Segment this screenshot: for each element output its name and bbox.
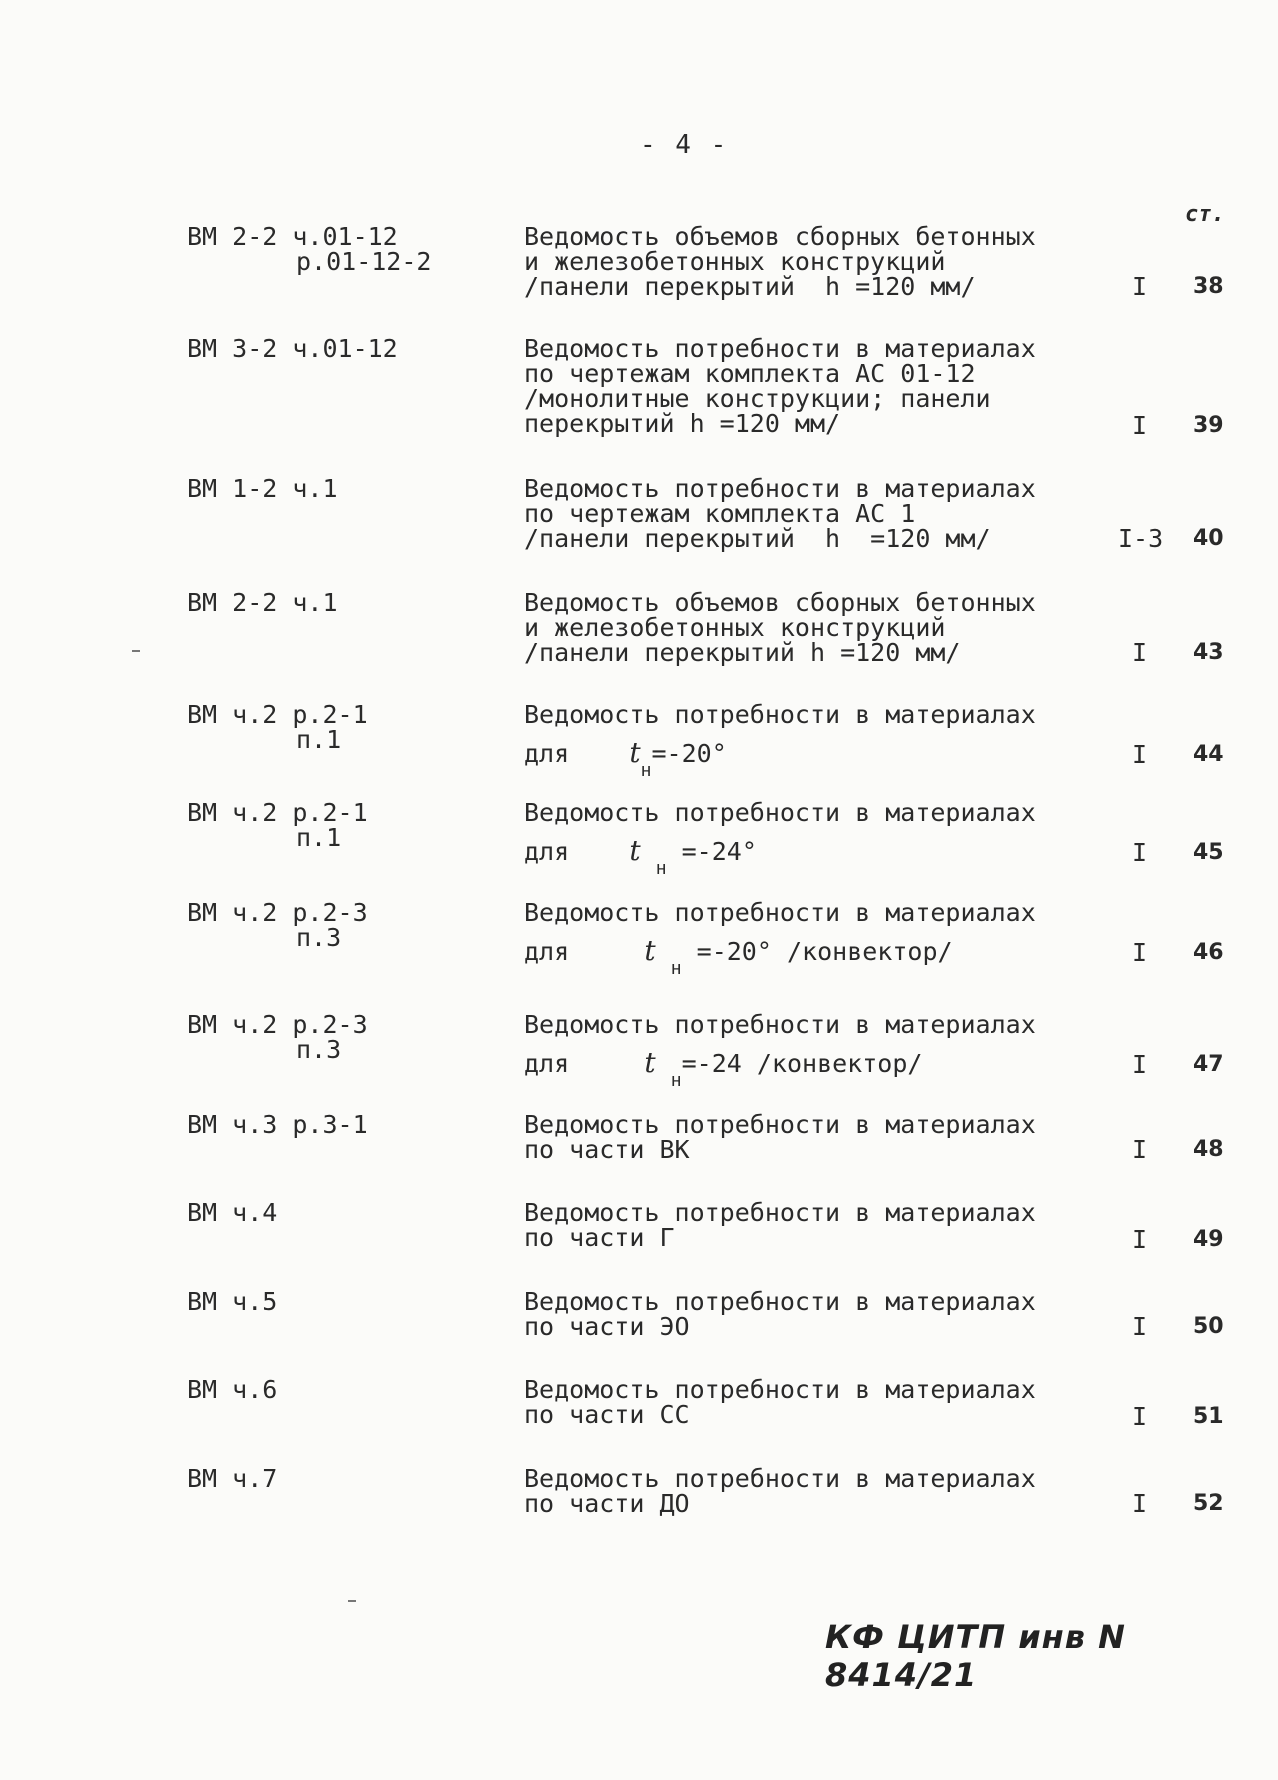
entry-page: 49 [1193,1227,1224,1252]
entry-page: 43 [1193,640,1224,665]
entry-description: /панели перекрытий h =120 мм/ [524,638,961,667]
entry-code-sub: п.1 [296,823,342,852]
entry-volume: I [1132,838,1148,867]
entry-page: 48 [1193,1137,1224,1162]
entry-description: Ведомость объемов сборных бетонных [524,588,1036,617]
entry-code-sub: п.3 [296,923,342,952]
entry-page: 52 [1193,1491,1224,1516]
entry-description: по части ЭО [524,1312,690,1341]
entry-description: по части ВК [524,1135,690,1164]
formula-value: =-24° [681,837,757,866]
entry-description: Ведомость потребности в материалах [524,1464,1036,1493]
entry-page: 47 [1193,1052,1224,1077]
formula-value: =-24 [681,1049,742,1078]
formula-suffix: /конвектор/ [756,1049,923,1078]
entry-formula [524,934,953,979]
entry-description: по части ДО [524,1489,690,1518]
entry-description: Ведомость потребности в материалах [524,474,1036,503]
formula-value: =-20° [651,739,727,768]
formula-subscript: н [670,958,682,979]
archive-stamp: КФ ЦИТП инв N 8414/21 [825,1618,1126,1694]
entry-code: ВМ 2-2 ч.1 [187,588,338,617]
entry-page: 39 [1193,413,1224,438]
entry-formula [524,834,772,879]
entry-page: 44 [1193,742,1224,767]
entry-volume: I [1132,740,1148,769]
page-number: - 4 - [640,130,729,160]
entry-description: /панели перекрытий h =120 мм/ [524,524,991,553]
margin-mark [348,1600,356,1602]
formula-symbol: t [644,1046,656,1079]
entry-description: по чертежам комплекта АС 01-12 [524,359,976,388]
page-column-header: ст. [1185,202,1225,227]
entry-description: Ведомость потребности в материалах [524,898,1036,927]
entry-code: ВМ ч.2 р.2-3 [187,1010,368,1039]
entry-volume: I [1132,938,1148,967]
entry-volume: I-3 [1118,524,1164,553]
formula-subscript: н [670,1070,682,1091]
entry-volume: I [1132,1402,1148,1431]
entry-code-sub: п.1 [296,725,342,754]
margin-mark [132,650,140,652]
entry-volume: I [1132,411,1148,440]
entry-volume: I [1132,1050,1148,1079]
formula-value: =-20° [696,937,772,966]
entry-description: /панели перекрытий h =120 мм/ [524,272,976,301]
entry-page: 51 [1193,1404,1224,1429]
entry-page: 45 [1193,840,1224,865]
entry-description: Ведомость потребности в материалах [524,1198,1036,1227]
entry-code: ВМ ч.6 [187,1375,278,1404]
formula-subscript: н [640,760,652,781]
entry-code: ВМ 1-2 ч.1 [187,474,338,503]
formula-symbol: t [644,934,656,967]
formula-symbol: t [629,834,641,867]
entry-description: Ведомость потребности в материалах [524,798,1036,827]
entry-description: Ведомость потребности в материалах [524,1287,1036,1316]
entry-code: ВМ ч.5 [187,1287,278,1316]
entry-code: ВМ 3-2 ч.01-12 [187,334,398,363]
entry-description: по чертежам комплекта АС 1 [524,499,916,528]
entry-code-sub: п.3 [296,1035,342,1064]
entry-code-sub: р.01-12-2 [296,247,432,276]
entry-page: 38 [1193,274,1224,299]
entry-code: ВМ ч.7 [187,1464,278,1493]
entry-page: 50 [1193,1314,1224,1339]
entry-page: 46 [1193,940,1224,965]
entry-description: Ведомость потребности в материалах [524,1375,1036,1404]
formula-prefix: для [524,739,570,768]
formula-suffix: /конвектор/ [786,937,953,966]
entry-code: ВМ ч.2 р.2-3 [187,898,368,927]
entry-code: ВМ ч.4 [187,1198,278,1227]
entry-volume: I [1132,1489,1148,1518]
entry-volume: I [1132,638,1148,667]
entry-description: Ведомость потребности в материалах [524,334,1036,363]
entry-volume: I [1132,1225,1148,1254]
formula-prefix: для [524,837,570,866]
entry-description: по части Г [524,1223,675,1252]
entry-description: Ведомость объемов сборных бетонных [524,222,1036,251]
entry-code: ВМ ч.3 р.3-1 [187,1110,368,1139]
entry-code: ВМ 2-2 ч.01-12 [187,222,398,251]
entry-volume: I [1132,1312,1148,1341]
entry-description: Ведомость потребности в материалах [524,1110,1036,1139]
entry-description: перекрытий h =120 мм/ [524,409,841,438]
entry-page: 40 [1193,526,1224,551]
entry-formula [524,1046,923,1091]
entry-code: ВМ ч.2 р.2-1 [187,700,368,729]
entry-description: Ведомость потребности в материалах [524,700,1036,729]
entry-description: по части СС [524,1400,690,1429]
entry-volume: I [1132,272,1148,301]
entry-description: Ведомость потребности в материалах [524,1010,1036,1039]
entry-code: ВМ ч.2 р.2-1 [187,798,368,827]
entry-volume: I [1132,1135,1148,1164]
formula-symbol: t [629,736,641,769]
entry-description: /монолитные конструкции; панели [524,384,991,413]
formula-prefix: для [524,1049,570,1078]
entry-formula [524,736,742,781]
entry-description: и железобетонных конструкций [524,247,946,276]
entry-description: и железобетонных конструкций [524,613,946,642]
formula-prefix: для [524,937,570,966]
formula-subscript: н [655,858,667,879]
